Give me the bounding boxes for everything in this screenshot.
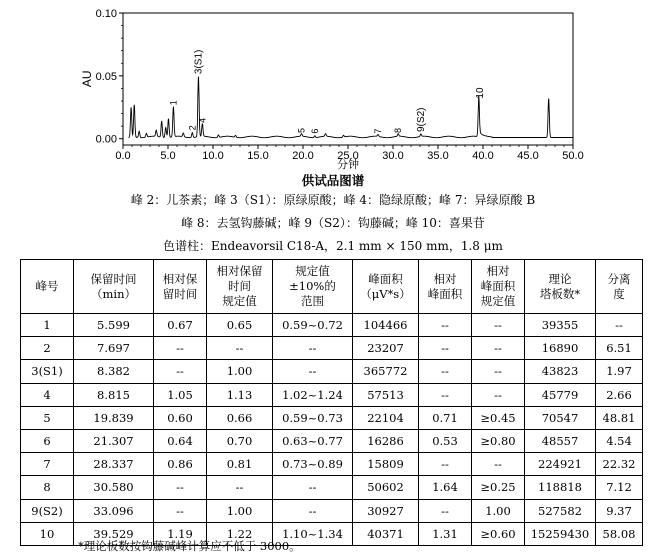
- peak-label: 7: [373, 128, 384, 134]
- table-cell: 57513: [353, 383, 419, 406]
- table-cell: 0.60: [154, 406, 207, 429]
- table-cell: ≥0.80: [472, 429, 525, 452]
- table-cell: 30.580: [74, 476, 154, 499]
- peak-label: 9(S2): [415, 107, 427, 132]
- table-cell: 0.53: [419, 429, 472, 452]
- table-cell: 39.529: [74, 522, 154, 545]
- table-cell: 0.59~0.72: [273, 314, 353, 337]
- table-cell: --: [273, 499, 353, 522]
- column-header-line: 规定值: [295, 264, 330, 278]
- table-cell: 10: [21, 522, 74, 545]
- column-header: [154, 260, 207, 314]
- column-header-line: 留时间: [162, 286, 198, 301]
- table-cell: --: [419, 314, 472, 337]
- column-header-line: 峰号: [35, 279, 59, 293]
- table-cell: 9(S2): [21, 499, 74, 522]
- table-row: [21, 337, 643, 360]
- table-cell: 7.697: [74, 337, 154, 360]
- table-cell: 1: [21, 314, 74, 337]
- table-cell: 6: [21, 429, 74, 452]
- peak-label: 8: [393, 127, 404, 133]
- table-cell: 6.51: [596, 337, 643, 360]
- column-header-line: （μV*s）: [360, 286, 411, 301]
- table-cell: 40371: [353, 522, 419, 545]
- column-header-line: 规定值: [222, 294, 257, 308]
- table-cell: --: [154, 499, 207, 522]
- table-cell: 0.65: [207, 314, 273, 337]
- column-header-line: 度: [613, 286, 625, 301]
- column-header-line: 相对保留: [216, 264, 263, 278]
- x-tick-label: 15.0: [247, 150, 269, 162]
- column-header-line: 理论: [548, 271, 572, 286]
- table-cell: 0.86: [154, 453, 207, 476]
- table-row: [21, 360, 643, 383]
- table-cell: 0.63~0.77: [273, 429, 353, 452]
- table-cell: 0.71: [419, 406, 472, 429]
- table-cell: 0.81: [207, 453, 273, 476]
- table-header-row: [21, 260, 643, 314]
- x-tick-label: 5.0: [160, 150, 176, 162]
- table-cell: 1.64: [419, 476, 472, 499]
- column-header-line: （min）: [91, 286, 136, 301]
- table-cell: --: [472, 360, 525, 383]
- column-header: [419, 260, 472, 314]
- column-header: [273, 260, 353, 314]
- column-header: [207, 260, 273, 314]
- table-cell: --: [207, 337, 273, 360]
- table-cell: 16890: [525, 337, 596, 360]
- table-cell: --: [273, 476, 353, 499]
- peak-label: 6: [309, 128, 320, 134]
- table-cell: --: [472, 383, 525, 406]
- x-axis-label: 分钟: [337, 159, 359, 171]
- figure-title: 供试品图谱: [301, 173, 365, 188]
- table-cell: 19.839: [74, 406, 154, 429]
- table-cell: 15259430: [525, 522, 596, 545]
- table-cell: 8.382: [74, 360, 154, 383]
- column-header-line: 峰面积: [427, 286, 463, 301]
- column-header: [74, 260, 154, 314]
- table-cell: 1.00: [472, 499, 525, 522]
- x-tick-label: 35.0: [427, 150, 449, 162]
- table-cell: 50602: [353, 476, 419, 499]
- y-tick-label: 0.05: [95, 70, 117, 83]
- table-cell: 58.08: [596, 522, 643, 545]
- table-cell: 22.32: [596, 453, 643, 476]
- table-cell: 5: [21, 406, 74, 429]
- table-cell: 1.97: [596, 360, 643, 383]
- table-cell: --: [419, 499, 472, 522]
- table-cell: 43823: [525, 360, 596, 383]
- system-suitability-table: [20, 259, 643, 546]
- x-tick-label: 20.0: [292, 150, 314, 162]
- column-header: [472, 260, 525, 314]
- table-cell: 7.12: [596, 476, 643, 499]
- peak-label: 1: [168, 100, 179, 106]
- table-cell: 1.31: [419, 522, 472, 545]
- table-cell: --: [419, 383, 472, 406]
- table-cell: --: [154, 476, 207, 499]
- x-tick-label: 50.0: [562, 150, 584, 162]
- table-cell: --: [207, 476, 273, 499]
- table-cell: 8: [21, 476, 74, 499]
- table-cell: --: [273, 337, 353, 360]
- table-cell: --: [154, 337, 207, 360]
- table-cell: 9.37: [596, 499, 643, 522]
- x-tick-label: 45.0: [517, 150, 539, 162]
- table-cell: --: [273, 360, 353, 383]
- column-header: [21, 260, 74, 314]
- column-header-line: 峰面积: [480, 279, 516, 293]
- figure-caption-column: 色谱柱：Endeavorsil C18-A，2.1 mm × 150 mm，1.8 μm: [163, 239, 503, 253]
- table-cell: ≥0.60: [472, 522, 525, 545]
- table-cell: --: [154, 360, 207, 383]
- chart-axes: [80, 8, 584, 171]
- table-cell: 48.81: [596, 406, 643, 429]
- table-cell: 1.10~1.34: [273, 522, 353, 545]
- table-cell: --: [419, 337, 472, 360]
- table-cell: 1.19: [154, 522, 207, 545]
- table-cell: 4: [21, 383, 74, 406]
- table-row: [21, 499, 643, 522]
- table-cell: 33.096: [74, 499, 154, 522]
- table-cell: 5.599: [74, 314, 154, 337]
- plot-frame: [123, 13, 573, 145]
- table-cell: 0.59~0.73: [273, 406, 353, 429]
- column-header-line: 相对: [486, 264, 510, 278]
- chromatogram-chart: [0, 0, 666, 172]
- table-cell: --: [419, 360, 472, 383]
- table-cell: 3(S1): [21, 360, 74, 383]
- table-cell: 16286: [353, 429, 419, 452]
- y-tick-label: 0.00: [95, 133, 117, 146]
- table-row: [21, 476, 643, 499]
- table-cell: ≥0.25: [472, 476, 525, 499]
- y-tick-label: 0.10: [95, 8, 117, 20]
- table-cell: 8.815: [74, 383, 154, 406]
- table-row: [21, 453, 643, 476]
- table-cell: 1.05: [154, 383, 207, 406]
- table-cell: 1.22: [207, 522, 273, 545]
- table-cell: --: [472, 314, 525, 337]
- table-cell: 7: [21, 453, 74, 476]
- table-cell: 104466: [353, 314, 419, 337]
- table-cell: 2: [21, 337, 74, 360]
- table-cell: ≥0.45: [472, 406, 525, 429]
- table-cell: 224921: [525, 453, 596, 476]
- table-cell: 48557: [525, 429, 596, 452]
- column-header-line: 相对: [433, 271, 457, 286]
- peak-label: 3(S1): [193, 49, 205, 75]
- column-header: [596, 260, 643, 314]
- x-tick-label: 10.0: [202, 150, 224, 162]
- column-header-line: 相对保: [162, 271, 198, 286]
- table-cell: 1.00: [207, 360, 273, 383]
- table-cell: 45779: [525, 383, 596, 406]
- column-header-line: ±10%的: [289, 279, 336, 293]
- column-header-line: 塔板数*: [539, 286, 581, 301]
- table-cell: 22104: [353, 406, 419, 429]
- table-cell: 527582: [525, 499, 596, 522]
- table-row: [21, 314, 643, 337]
- table-cell: --: [596, 314, 643, 337]
- table-row: [21, 406, 643, 429]
- table-cell: 2.66: [596, 383, 643, 406]
- table-cell: 0.64: [154, 429, 207, 452]
- peak-label: 2: [187, 125, 198, 131]
- table-cell: 0.70: [207, 429, 273, 452]
- x-tick-label: 25.0: [337, 150, 359, 162]
- y-axis-label: AU: [80, 70, 94, 88]
- table-cell: 1.00: [207, 499, 273, 522]
- table-cell: 21.307: [74, 429, 154, 452]
- peak-labels: [168, 50, 485, 134]
- peak-label: 5: [296, 127, 307, 133]
- x-tick-label: 0.0: [115, 150, 131, 162]
- x-tick-label: 40.0: [472, 150, 494, 162]
- table-cell: 4.54: [596, 429, 643, 452]
- figure-caption-peaks-1: 峰 2：儿茶素；峰 3（S1）：原绿原酸；峰 4：隐绿原酸；峰 7：异绿原酸 B: [130, 193, 536, 207]
- table-cell: --: [472, 453, 525, 476]
- table-cell: 30927: [353, 499, 419, 522]
- table-row: [21, 429, 643, 452]
- table-cell: 28.337: [74, 453, 154, 476]
- column-header-line: 时间: [228, 279, 251, 293]
- table-row: [21, 383, 643, 406]
- table-cell: --: [472, 337, 525, 360]
- column-header-line: 规定值: [480, 294, 516, 308]
- table-cell: 1.02~1.24: [273, 383, 353, 406]
- table-cell: 365772: [353, 360, 419, 383]
- table-cell: 0.66: [207, 406, 273, 429]
- column-header-line: 峰面积: [368, 271, 403, 286]
- table-cell: 70547: [525, 406, 596, 429]
- peak-label: 4: [197, 117, 208, 123]
- peak-label: 10: [474, 87, 486, 99]
- table-cell: 23207: [353, 337, 419, 360]
- table-footnote: *理论板数按钩藤碱峰计算应不低于 3000。: [78, 539, 301, 553]
- figure-caption-peaks-2: 峰 8：去氢钩藤碱；峰 9（S2）：钩藤碱；峰 10：喜果苷: [181, 216, 485, 230]
- table-cell: 1.13: [207, 383, 273, 406]
- column-header-line: 保留时间: [90, 271, 137, 286]
- table-cell: 118818: [525, 476, 596, 499]
- table-cell: --: [419, 453, 472, 476]
- column-header-line: 分离: [607, 271, 631, 286]
- x-tick-label: 30.0: [382, 150, 404, 162]
- table-cell: 0.73~0.89: [273, 453, 353, 476]
- column-header: [525, 260, 596, 314]
- column-header-line: 范围: [301, 294, 324, 308]
- table-cell: 0.67: [154, 314, 207, 337]
- table-cell: 15809: [353, 453, 419, 476]
- table-cell: 39355: [525, 314, 596, 337]
- column-header: [353, 260, 419, 314]
